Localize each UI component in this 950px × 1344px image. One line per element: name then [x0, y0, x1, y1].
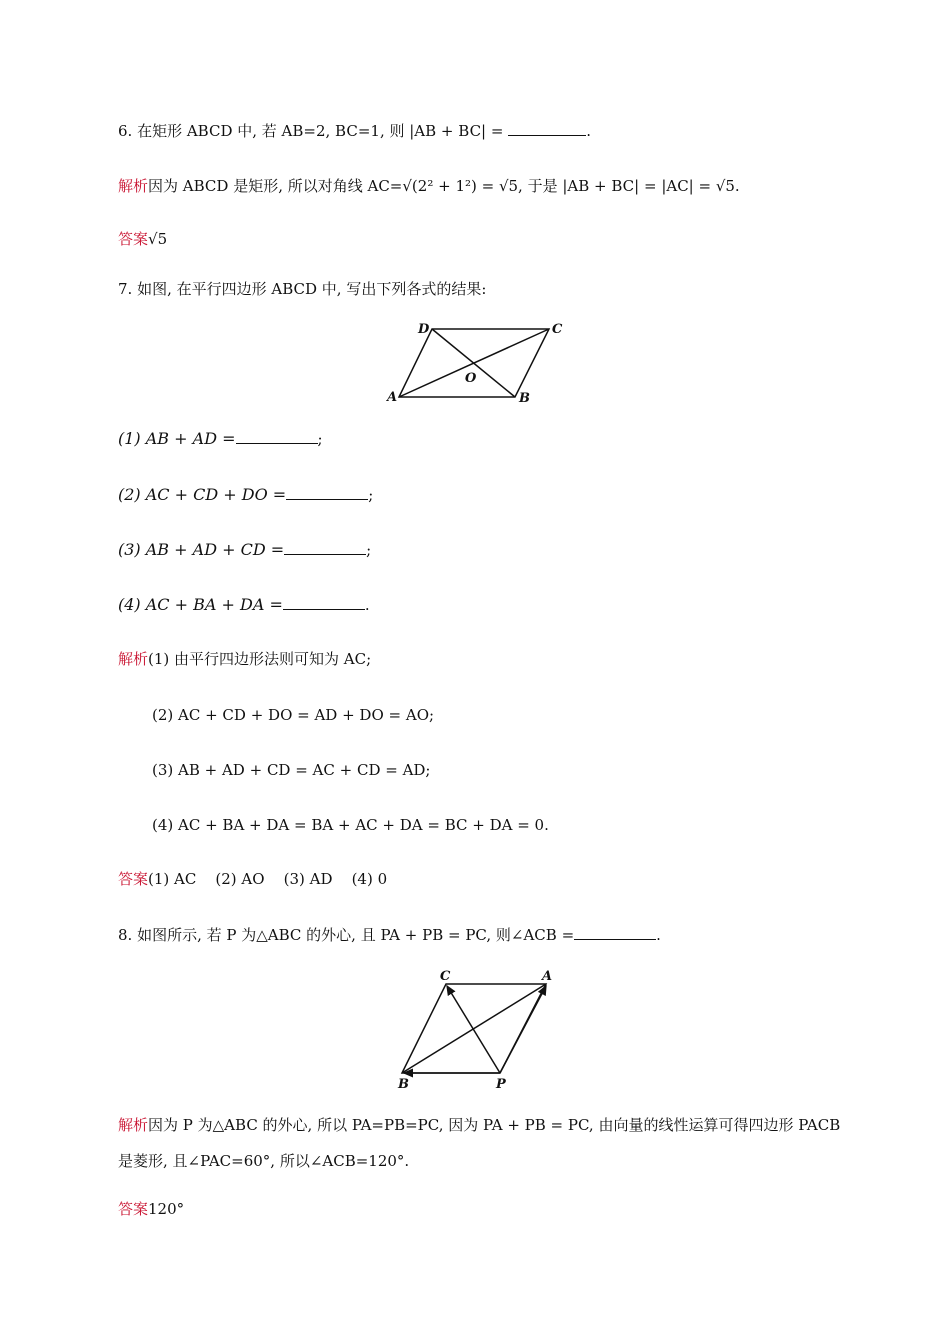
q6-question	[118, 120, 591, 142]
q7-item-3	[118, 539, 371, 561]
q7-item-2-end: ;	[368, 486, 374, 504]
q7-item-1-end: ;	[317, 430, 323, 448]
q7-analysis-1-text: (1) 由平行四边形法则可知为 AC;	[148, 650, 372, 668]
q6-answer-blank	[508, 121, 586, 136]
q8-answer	[118, 1198, 184, 1220]
q7-item-3-expr: (3) AB + AD + CD =	[118, 540, 285, 559]
q7-item-2-blank	[286, 485, 368, 500]
q7-item-2	[118, 484, 373, 506]
q7-answer-label: 答案	[118, 870, 149, 888]
q7-item-4	[118, 594, 370, 616]
q7-answer-text: (1) AC (2) AO (3) AD (4) 0	[148, 870, 388, 888]
q8-answer-blank	[574, 925, 656, 940]
q7-item-1	[118, 428, 323, 450]
q8-label-b: B	[398, 1077, 409, 1092]
q8-label-c: C	[440, 969, 451, 984]
q7-analysis-2: (2) AC + CD + DO = AD + DO = AO;	[152, 706, 435, 724]
q7-analysis-1	[118, 648, 371, 670]
q7-item-4-expr: (4) AC + BA + DA =	[118, 595, 283, 614]
q8-label-p: P	[496, 1077, 506, 1092]
q8-label-a: A	[542, 969, 553, 984]
q6-answer	[118, 228, 167, 250]
q8-analysis-1-text: 因为 P 为△ABC 的外心, 所以 PA=PB=PC, 因为 PA + PB = PC, 由向量的线性运算可得四边形 PACB	[148, 1116, 841, 1134]
q8-answer-text: 120°	[148, 1200, 185, 1218]
q7-item-2-expr: (2) AC + CD + DO =	[118, 485, 287, 504]
q7-item-1-blank	[236, 429, 318, 444]
q8-question-end: .	[656, 926, 661, 944]
q7-answer	[118, 868, 387, 890]
q6-analysis	[118, 175, 740, 197]
q7-parallelogram-figure	[385, 318, 570, 410]
q7-label-c: C	[552, 322, 563, 337]
q7-analysis-3: (3) AB + AD + CD = AC + CD = AD;	[152, 761, 431, 779]
q7-label-b: B	[519, 391, 530, 406]
q7-item-4-blank	[283, 595, 365, 610]
q8-analysis-2: 是菱形, 且∠PAC=60°, 所以∠ACB=120°.	[118, 1152, 410, 1170]
q8-answer-label: 答案	[118, 1200, 149, 1218]
q7-item-4-end: .	[364, 596, 370, 614]
q7-item-3-blank	[284, 540, 366, 555]
q6-answer-text: √5	[148, 230, 168, 248]
q7-analysis-label: 解析	[118, 650, 149, 668]
q6-question-text: 6. 在矩形 ABCD 中, 若 AB=2, BC=1, 则 |AB + BC| =	[118, 122, 504, 140]
q7-item-3-end: ;	[366, 541, 372, 559]
q7-analysis-4: (4) AC + BA + DA = BA + AC + DA = BC + DA = 0.	[152, 816, 549, 834]
q7-label-d: D	[418, 322, 430, 337]
q7-label-o: O	[465, 371, 477, 386]
q8-rhombus-figure	[390, 966, 565, 1094]
q8-question	[118, 924, 661, 946]
q6-question-end: .	[586, 122, 592, 140]
q8-analysis-1	[118, 1114, 840, 1136]
q8-question-text: 8. 如图所示, 若 P 为△ABC 的外心, 且 PA + PB = PC, 则∠ACB =	[118, 926, 575, 944]
q7-diagonal-db	[432, 329, 515, 397]
q7-item-1-expr: (1) AB + AD =	[118, 429, 236, 448]
q7-question: 7. 如图, 在平行四边形 ABCD 中, 写出下列各式的结果:	[118, 280, 487, 298]
q8-analysis-label: 解析	[118, 1116, 149, 1134]
q6-analysis-text: 因为 ABCD 是矩形, 所以对角线 AC=√(2² + 1²) = √5, 于是 |AB + BC| = |AC| = √5.	[148, 177, 740, 195]
q6-analysis-label: 解析	[118, 177, 149, 195]
q7-label-a: A	[387, 390, 398, 405]
q6-answer-label: 答案	[118, 230, 149, 248]
